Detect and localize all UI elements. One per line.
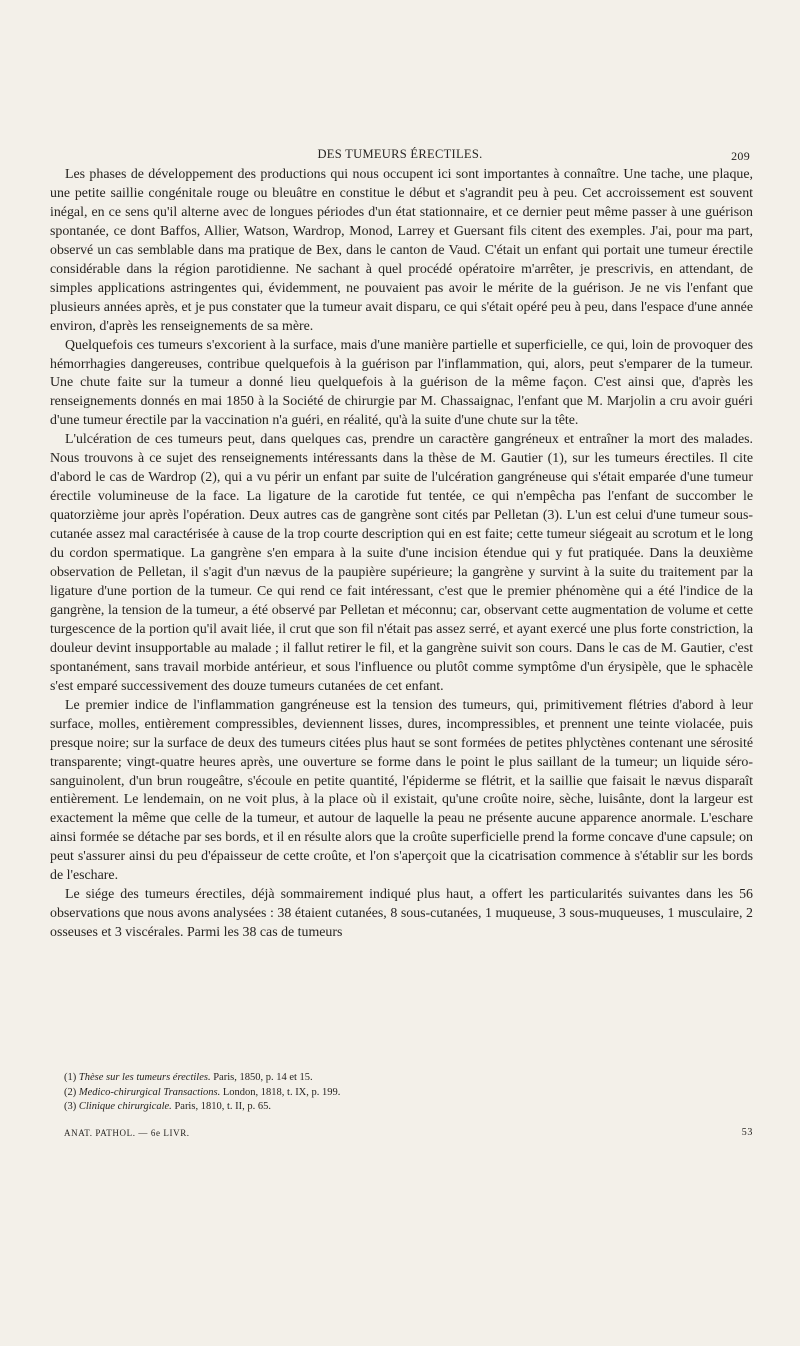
footnote-number: (1) [64,1072,77,1083]
paragraph: Quelquefois ces tumeurs s'excorient à la surface, mais d'une manière partielle et superficielle, ce qui, loin de provoquer des hémorrhagies dangereuses, contribue quelquefois à la guérison par l'inflammation, qui, alors, peut s'emparer de la tumeur. Une chute faite sur la tumeur a donné lieu quelquefois à la guérison de la même façon. C'est ainsi que, d'après les renseignements donnés en mai 1850 à la Société de chirurgie par M. Chassaignac, l'enfant que M. Marjolin a cru avoir guéri d'une tumeur érectile par la vaccination n'a guéri, en réalité, qu'à la suite d'une chute sur la tête. [50,337,753,429]
signature-mark: ANAT. PATHOL. — 6e LIVR. [64,1128,190,1138]
footnote [50,1100,753,1115]
footnote-text: Paris, 1810, t. II, p. 65. [174,1101,271,1112]
paragraph: Les phases de développement des productions qui nous occupent ici sont importantes à connaître. Une tache, une plaque, une petite saillie congénitale rouge ou bleuâtre en constitue le début et s'agrandit peu à peu. Cet accroissement est souvent inégal, en ce sens qu'il alterne avec de longues périodes d'un état stationnaire, et ce dernier peut même passer à une guérison spontanée, ce dont Baffos, Allier, Watson, Wardrop, Monod, Larrey et Guersant fils citent des exemples. J'ai, pour ma part, observé un cas semblable dans ma pratique de Bex, dans le canton de Vaud. C'était un enfant qui portait une tumeur érectile considérable dans la région parotidienne. Ne sachant à quel procédé opératoire m'arrêter, je prescrivis, en attendant, de simples applications astringentes qui, évidemment, ne pouvaient pas avoir le mérite de la guérison. Je ne vis l'enfant que plusieurs années après, et je pus constater que la tumeur avait disparu, ce qui s'était opéré peu à peu, dans l'espace d'une année environ, d'après les renseignements de sa mère. [50,167,753,334]
footnote-text: Paris, 1850, p. 14 et 15. [213,1072,313,1083]
paragraph: Le premier indice de l'inflammation gangréneuse est la tension des tumeurs, qui, primitivement flétries d'abord à leur surface, molles, entièrement compressibles, deviennent lisses, dures, incompressibles, et prennent une teinte violacée, puis presque noire; sur la surface de deux des tumeurs citées plus haut se sont formées de petites phlyctènes contenant une sérosité transparente; vingt-quatre heures après, une ouverture se forme dans le point le plus saillant de la tumeur; un liquide séro-sanguinolent, d'un brun rougeâtre, s'écoule en petite quantité, l'épiderme se flétrit, et la saillie que faisait le nævus disparaît entièrement. Le lendemain, on ne voit plus, à la place où il existait, qu'une croûte noire, sèche, luisânte, dont la largeur est exactement la même que celle de la tumeur, et autour de laquelle la peau ne présente aucune apparence anormale. L'eschare ainsi formée se détache par ses bords, et il en résulte alors que la croûte superficielle prend la forme concave d'une capsule; on peut s'assurer ainsi du peu d'épaisseur de cette croûte, et l'on s'aperçoit que la cicatrisation commence à s'établir sur les bords de l'eschare. [50,697,753,884]
signature-number: 53 [741,1127,753,1138]
footnote-text: London, 1818, t. IX, p. 199. [222,1086,341,1098]
footnote [50,1071,753,1086]
printer-signature [64,1128,753,1138]
body-text [50,166,753,943]
footnote-title: Medico-chirurgical Transactions. [78,1086,221,1098]
page-header [50,147,750,165]
footnote-number: (3) [64,1101,77,1112]
footnote-number: (2) [64,1086,77,1098]
footnotes [50,1071,753,1115]
paragraph: L'ulcération de ces tumeurs peut, dans quelques cas, prendre un caractère gangréneux et entraîner la mort des malades. Nous trouvons à ce sujet des renseignements intéressants dans la thèse de M. Gautier (1), sur les tumeurs érectiles. Il cite d'abord le cas de Wardrop (2), qui a vu périr un enfant par suite de l'ulcération gangréneuse qui s'était emparée d'une tumeur érectile volumineuse de la face. La ligature de la carotide fut tentée, ce qui n'empêcha pas l'enfant de succomber le quatorzième jour après l'opération. Deux autres cas de gangrène sont cités par Pelletan (3). L'un est celui d'une tumeur sous-cutanée assez mal caractérisée à cause de la trop courte description qui en est faite; cette tumeur siégeait au scrotum et le long du cordon spermatique. La gangrène s'en empara à la suite d'une incision étendue qui y fut pratiquée. Dans la deuxième observation de Pelletan, il s'agit d'un nævus de la paupière supérieure; la gangrène y survint à la suite du traitement par la ligature d'une portion de la tumeur. Ce qui rend ce fait intéressant, c'est que le premier phénomène qui a été l'indice de la gangrène, la tension de la tumeur, a été observé par Pelletan et méconnu; car, observant cette augmentation de volume et cette turgescence de la portion qu'il avait liée, il crut que son fil n'était pas assez serré, et ayant exercé une plus forte constriction, la douleur devint insupportable au malade ; il fallut retirer le fil, et la gangrène suivit son cours. Dans le cas de M. Gautier, c'est spontanément, sans travail morbide antérieur, et sous l'influence ou plutôt comme symptôme d'un érysipèle, que le sphacèle s'est emparé successivement des douze tumeurs cutanées de cet enfant. [50,432,753,694]
running-title: DES TUMEURS ÉRECTILES. [317,147,483,161]
footnote [50,1086,753,1101]
paragraph: Le siége des tumeurs érectiles, déjà sommairement indiqué plus haut, a offert les particularités suivantes dans les 56 observations que nous avons analysées : 38 étaient cutanées, 8 sous-cutanées, 1 muqueuse, 3 sous-muqueuses, 1 musculaire, 2 osseuses et 3 viscérales. Parmi les 38 cas de tumeurs [50,887,753,941]
footnote-title: Clinique chirurgicale. [78,1101,172,1112]
page-number: 209 [731,149,750,163]
footnote-title: Thèse sur les tumeurs érectiles. [78,1072,211,1083]
